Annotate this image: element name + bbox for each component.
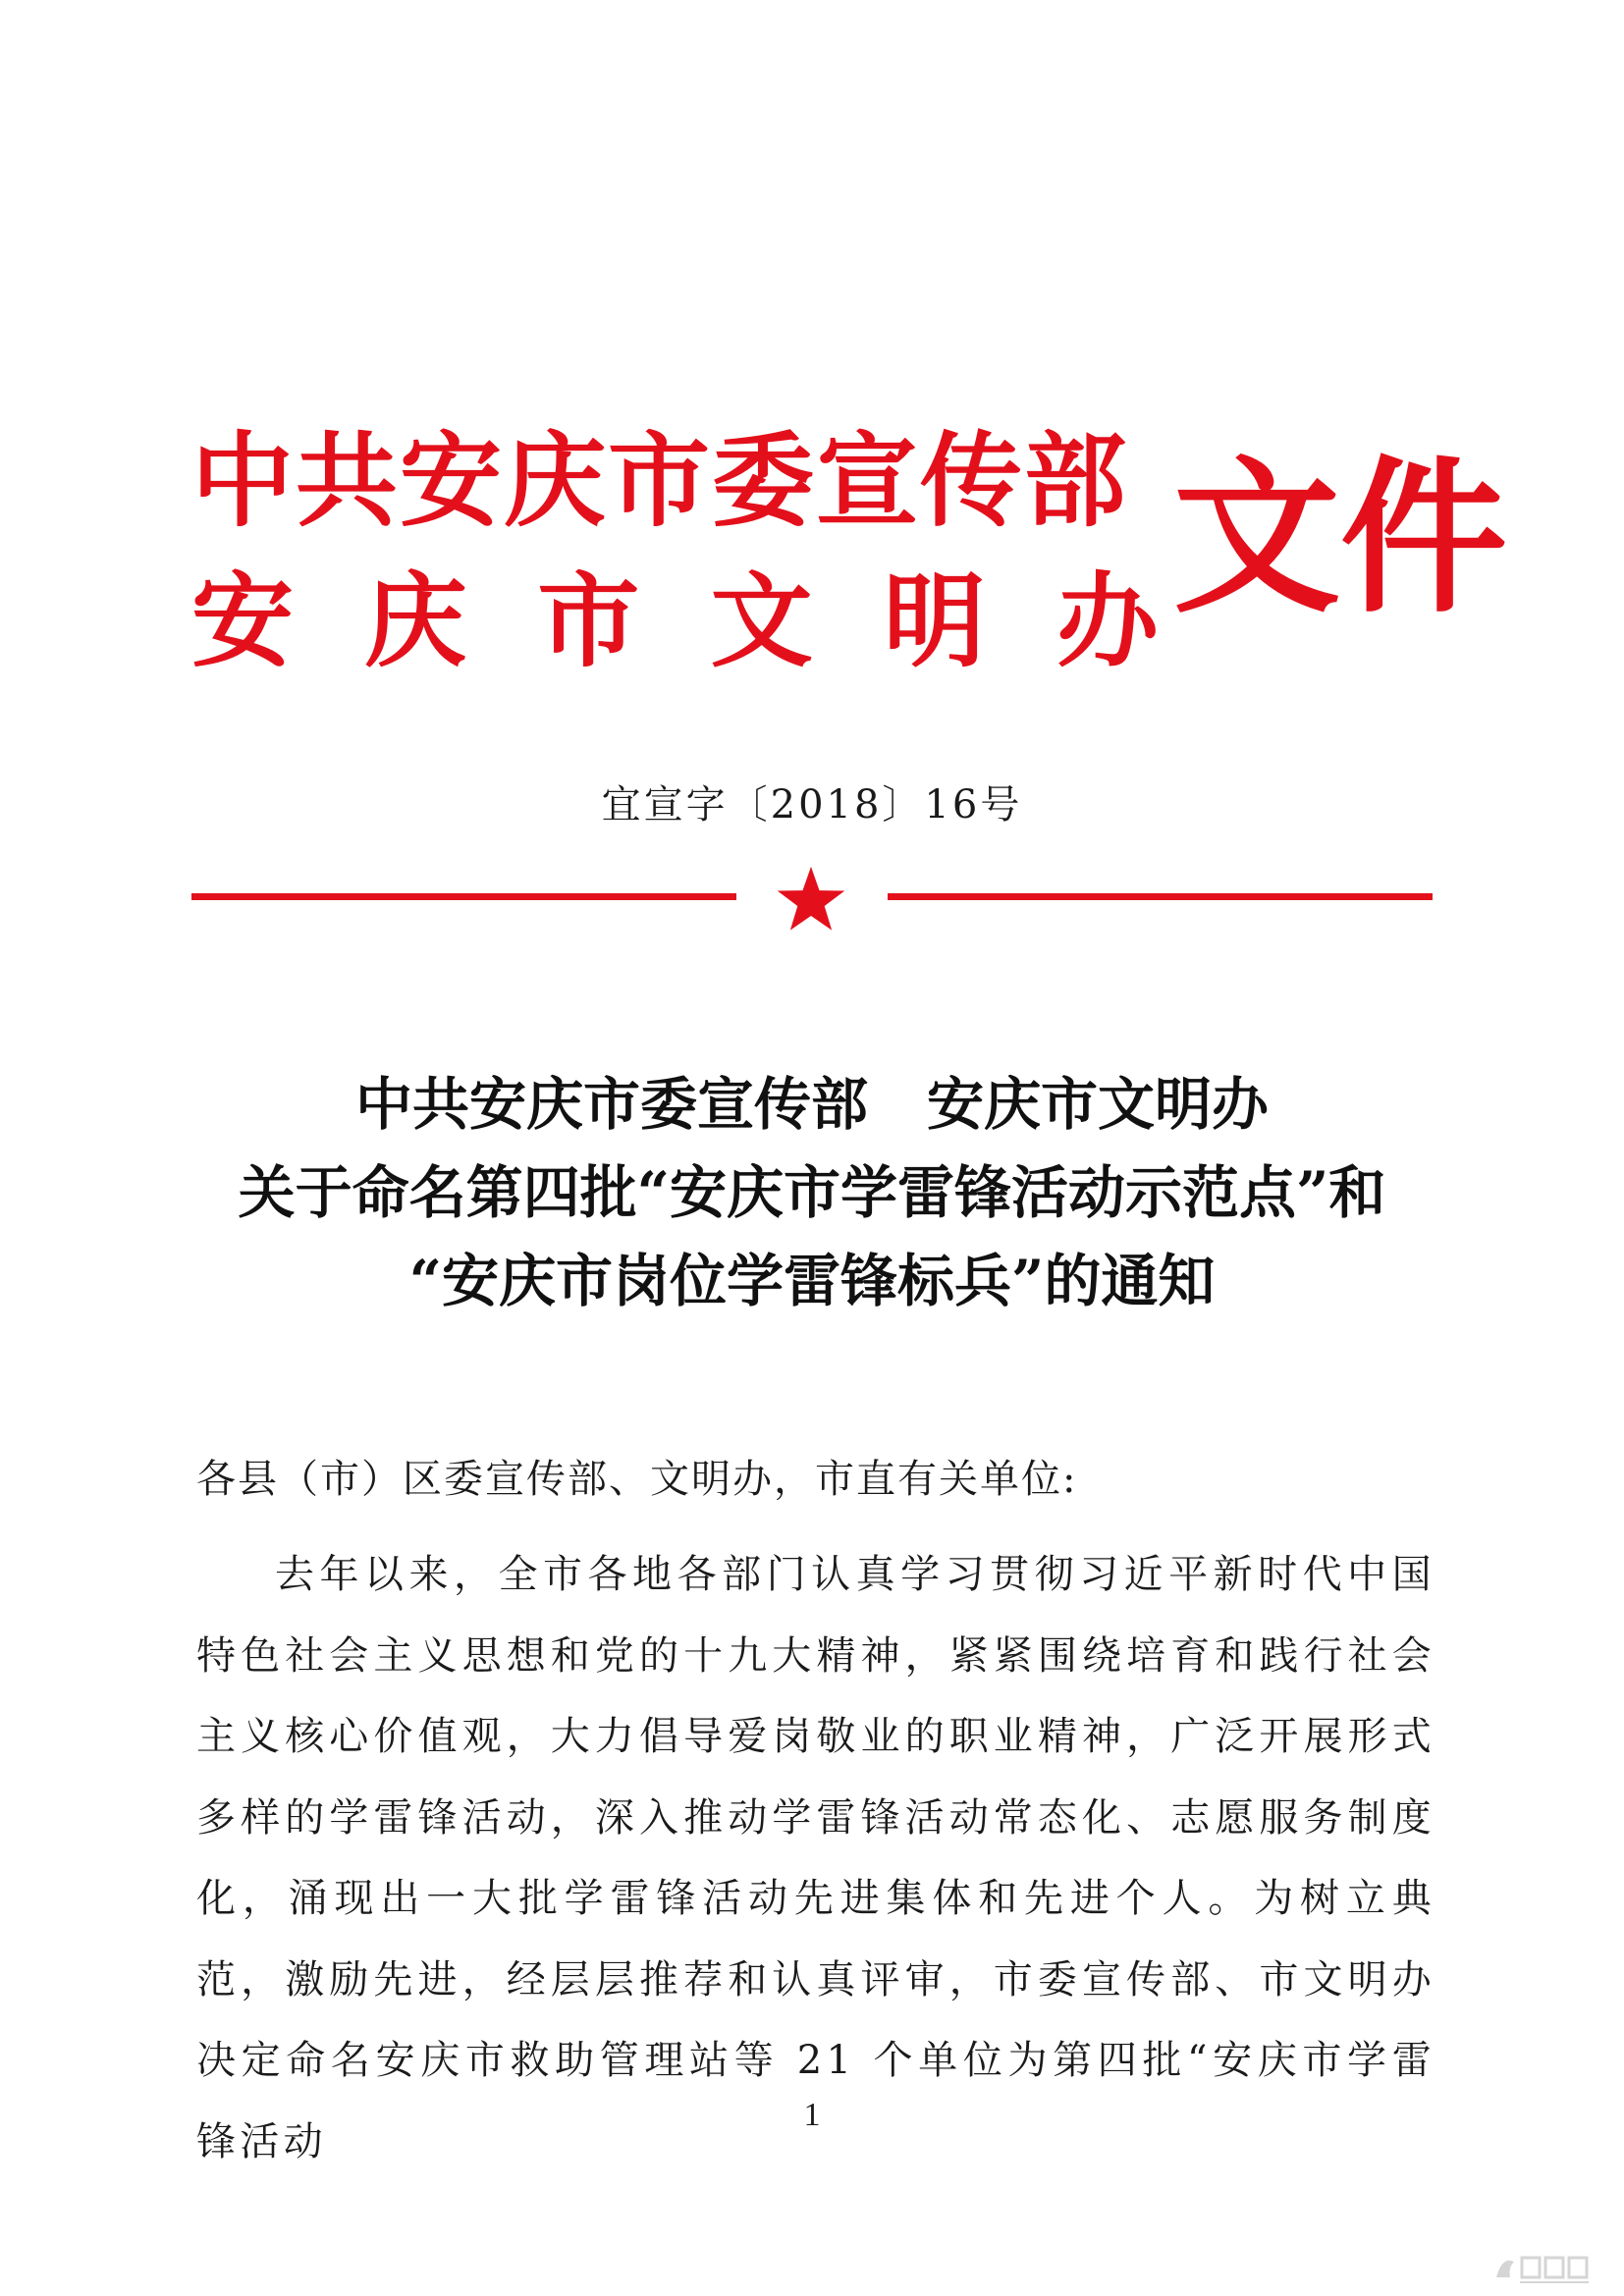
letterhead-suffix: 文件 [1173, 440, 1508, 636]
salutation: 各县（市）区委宣传部、文明办，市直有关单位: [196, 1457, 1078, 1502]
page-number: 1 [803, 2097, 821, 2133]
document-number: 宜宣字〔2018〕16号 [601, 782, 1023, 828]
title-line-2: 关于命名第四批“安庆市学雷锋活动示范点”和 [238, 1159, 1386, 1226]
title-line-3: “安庆市岗位学雷锋标兵”的通知 [408, 1248, 1216, 1314]
letterhead-char: 安 [191, 561, 295, 681]
letterhead-line-1: 中共安庆市委宣传部 [191, 420, 1129, 541]
title-issuer-2: 安庆市文明办 [927, 1071, 1270, 1138]
red-star-icon [776, 864, 846, 934]
document-title [0, 1060, 1624, 1325]
document-body [196, 1451, 1435, 2182]
separator-right-line [888, 893, 1433, 900]
letterhead-char: 市 [537, 561, 640, 681]
site-logo-icon [1492, 2248, 1610, 2287]
title-issuer-1: 中共安庆市委宣传部 [354, 1071, 868, 1138]
letterhead-char: 办 [1056, 561, 1159, 681]
letterhead-char: 庆 [364, 561, 467, 681]
body-paragraph: 去年以来，全市各地各部门认真学习贯彻习近平新时代中国特色社会主义思想和党的十九大精神，紧紧围绕培育和践行社会主义核心价值观，大力倡导爱岗敬业的职业精神，广泛开展形式多样的学雷锋活动，深入推动学雷锋活动常态化、志愿服务制度化，涌现出一大批学雷锋活动先进集体和先进个人。为树立典范，激励先进，经层层推荐和认真评审，市委宣传部、市文明办决定命名安庆市救助管理站等 21 个单位为第四批“安庆市学雷锋活动 [196, 1552, 1435, 2164]
letterhead-line-2 [191, 558, 1159, 685]
title-line-1 [0, 1060, 1624, 1148]
letterhead-char: 文 [710, 561, 813, 681]
letterhead-char: 明 [883, 561, 986, 681]
separator-left-line [191, 893, 736, 900]
